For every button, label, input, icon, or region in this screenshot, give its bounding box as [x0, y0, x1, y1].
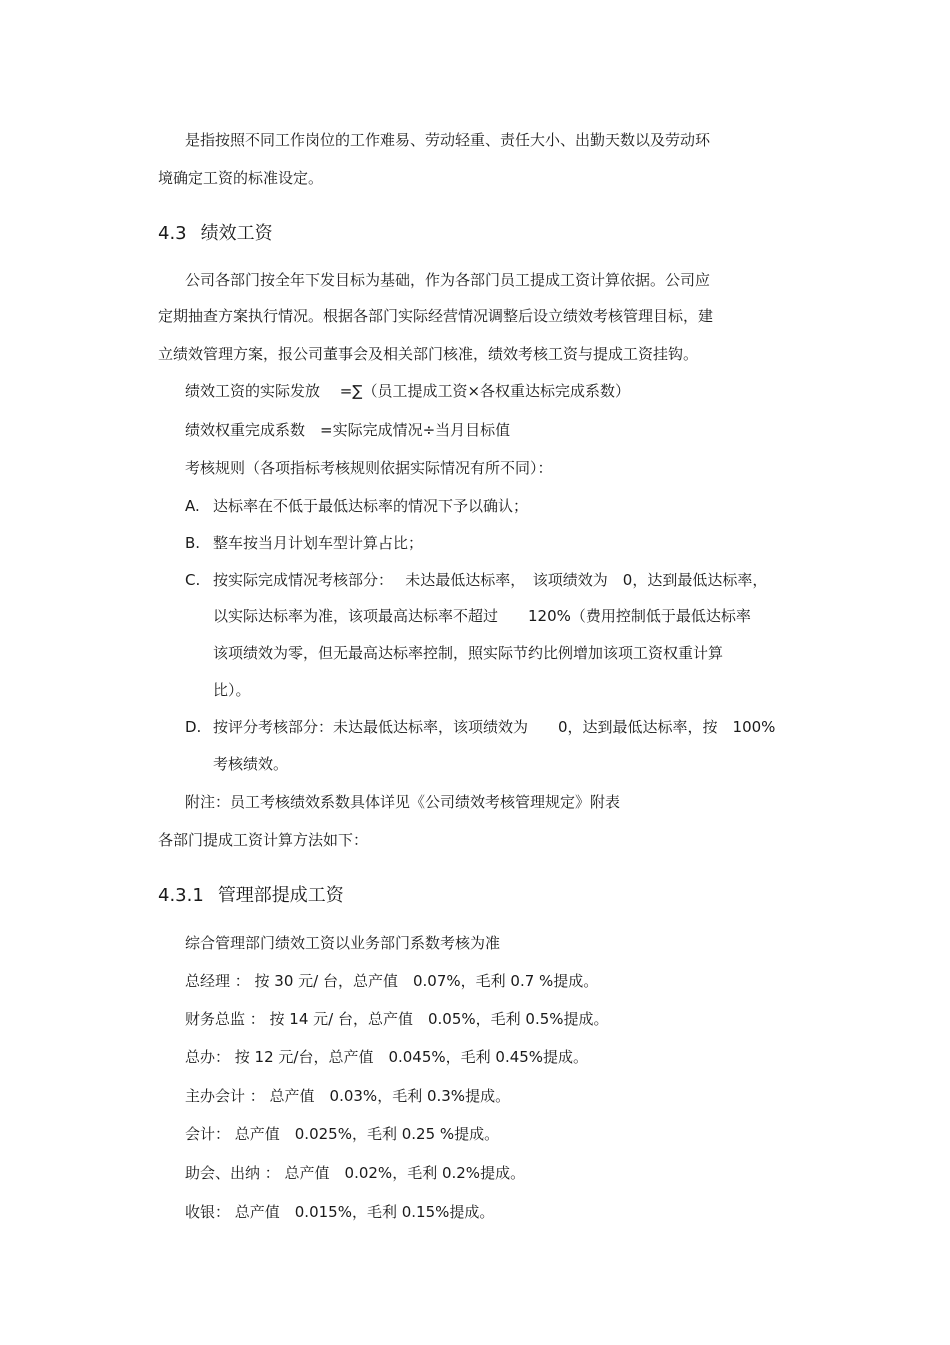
- rule-label-b: B.: [185, 534, 201, 552]
- formula-actual-payment: 绩效工资的实际发放 =∑（员工提成工资×各权重达标完成系数）: [185, 382, 631, 400]
- rules-title: 考核规则（各项指标考核规则依据实际情况有所不同）：: [185, 459, 553, 477]
- appendix-note: 附注：员工考核绩效系数具体详见《公司绩效考核管理规定》附表: [185, 793, 621, 811]
- commission-line: 会计： 总产值 0.025%，毛利 0.25 %提成。: [185, 1125, 500, 1143]
- section-heading-4-3-1: [158, 884, 344, 908]
- commission-line: 助会、出纳 ： 总产值 0.02%，毛利 0.2%提成。: [185, 1164, 526, 1182]
- commission-line: 总办： 按 12 元/台，总产值 0.045%，毛利 0.45%提成。: [185, 1048, 589, 1066]
- rule-text-d: 考核绩效。: [213, 755, 289, 773]
- formula-weight-coefficient: 绩效权重完成系数 =实际完成情况÷当月目标值: [185, 421, 511, 439]
- section-title: 管理部提成工资: [217, 885, 344, 906]
- commission-line: 总经理 ： 按 30 元/ 台，总产值 0.07%，毛利 0.7 %提成。: [185, 972, 599, 990]
- intro-line-1: 是指按照不同工作岗位的工作难易、劳动轻重、责任大小、出勤天数以及劳动环: [185, 131, 711, 149]
- rule-text-a: 达标率在不低于最低达标率的情况下予以确认；: [213, 497, 529, 515]
- section-paragraph-line: 公司各部门按全年下发目标为基础，作为各部门员工提成工资计算依据。公司应: [185, 271, 711, 289]
- commission-line: 主办会计 ： 总产值 0.03%，毛利 0.3%提成。: [185, 1087, 511, 1105]
- rule-label-d: D.: [185, 718, 202, 736]
- commission-line: 财务总监 ： 按 14 元/ 台，总产值 0.05%，毛利 0.5%提成。: [185, 1010, 609, 1028]
- rule-label-c: C.: [185, 571, 201, 589]
- rule-text-c: 按实际完成情况考核部分： 未达最低达标率， 该项绩效为 0，达到最低达标率，: [213, 571, 768, 589]
- rule-text-c: 该项绩效为零，但无最高达标率控制，照实际节约比例增加该项工资权重计算: [213, 644, 724, 662]
- rule-label-a: A.: [185, 497, 200, 515]
- section-number: 4.3: [158, 223, 187, 244]
- rule-text-c: 以实际达标率为准，该项最高达标率不超过 120%（费用控制低于最低达标率: [213, 607, 751, 625]
- section-paragraph-line: 定期抽查方案执行情况。根据各部门实际经营情况调整后设立绩效考核管理目标，建: [158, 307, 714, 325]
- rule-text-c: 比）。: [213, 681, 251, 699]
- intro-line-2: 境确定工资的标准设定。: [158, 169, 324, 187]
- commission-line: 综合管理部门绩效工资以业务部门系数考核为准: [185, 934, 501, 952]
- methods-intro: 各部门提成工资计算方法如下：: [158, 831, 369, 849]
- section-paragraph-line: 立绩效管理方案，报公司董事会及相关部门核准，绩效考核工资与提成工资挂钩。: [158, 345, 699, 363]
- section-title: 绩效工资: [200, 223, 273, 244]
- commission-line: 收银： 总产值 0.015%，毛利 0.15%提成。: [185, 1203, 495, 1221]
- section-number: 4.3.1: [158, 885, 204, 906]
- section-heading-4-3: [158, 222, 273, 246]
- rule-text-b: 整车按当月计划车型计算占比；: [213, 534, 424, 552]
- rule-text-d: 按评分考核部分：未达最低达标率，该项绩效为 0，达到最低达标率，按 100%: [213, 718, 776, 736]
